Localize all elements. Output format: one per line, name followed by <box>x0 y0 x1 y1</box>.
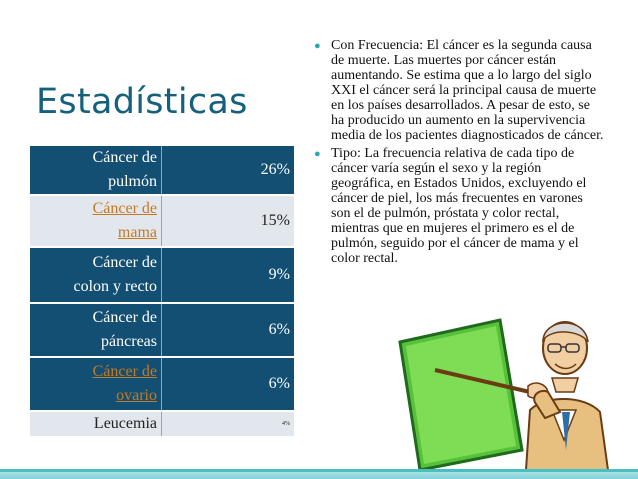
cancer-type-label: pulmón <box>108 173 157 190</box>
bullet-text: Con Frecuencia: El cáncer es la segunda causa de muerte. Las muertes por cáncer están aumentando. Se estima que a lo largo del siglo XXI el cáncer será la principal causa de muerte en los países desarrollados. A pesar de esto, se ha producido un aumento en la supervivencia media de los pacientes diagnosticados de cáncer. <box>331 38 604 143</box>
percentage-cell: 26% <box>162 146 295 195</box>
percentage-cell: 9% <box>162 247 295 303</box>
percentage-cell: 15% <box>162 195 295 247</box>
teacher-with-pointer-icon <box>380 300 610 470</box>
table-row <box>30 146 294 195</box>
cancer-type-link[interactable]: mama <box>117 224 157 241</box>
bullet-tipo <box>313 146 605 266</box>
bullet-icon: ● <box>314 148 321 160</box>
bullet-list <box>313 38 605 269</box>
cancer-type-label: Cáncer de <box>92 254 157 271</box>
cancer-type-label: colon y recto <box>73 278 157 295</box>
bullet-icon: ● <box>314 40 321 52</box>
table-row <box>30 357 294 411</box>
cancer-type-cell <box>30 247 162 303</box>
cancer-type-label: páncreas <box>101 333 157 350</box>
cancer-type-link[interactable]: ovario <box>116 387 157 404</box>
table-row <box>30 303 294 357</box>
bullet-text: Tipo: La frecuencia relativa de cada tipo de cáncer varía según el sexo y la región geográfica, en Estados Unidos, excluyendo el cáncer de piel, los más frecuentes en varones son el de pulmón, próstata y color rectal, mientras que en mujeres el primero es el de pulmón, seguido por el cáncer de mama y el color rectal. <box>331 146 587 266</box>
cancer-type-label: Cáncer de <box>92 309 157 326</box>
cancer-type-cell <box>30 303 162 357</box>
percentage-cell: 6% <box>162 357 295 411</box>
table-row <box>30 247 294 303</box>
slide-title: Estadísticas <box>36 82 248 122</box>
percentage-cell: 4% <box>162 411 295 437</box>
bottom-decorative-band <box>0 469 638 479</box>
table-row <box>30 195 294 247</box>
cancer-statistics-table <box>30 146 294 438</box>
cancer-type-cell <box>30 146 162 195</box>
bullet-frecuencia <box>313 38 605 143</box>
cancer-type-label: Cáncer de <box>92 149 157 166</box>
cancer-type-link[interactable]: Cáncer de <box>92 363 157 380</box>
cancer-type-label: Leucemia <box>93 415 157 432</box>
cancer-type-cell <box>30 411 162 437</box>
percentage-cell: 6% <box>162 303 295 357</box>
table-row <box>30 411 294 437</box>
cancer-type-cell[interactable] <box>30 357 162 411</box>
cancer-type-link[interactable]: Cáncer de <box>92 200 157 217</box>
cancer-type-cell[interactable] <box>30 195 162 247</box>
